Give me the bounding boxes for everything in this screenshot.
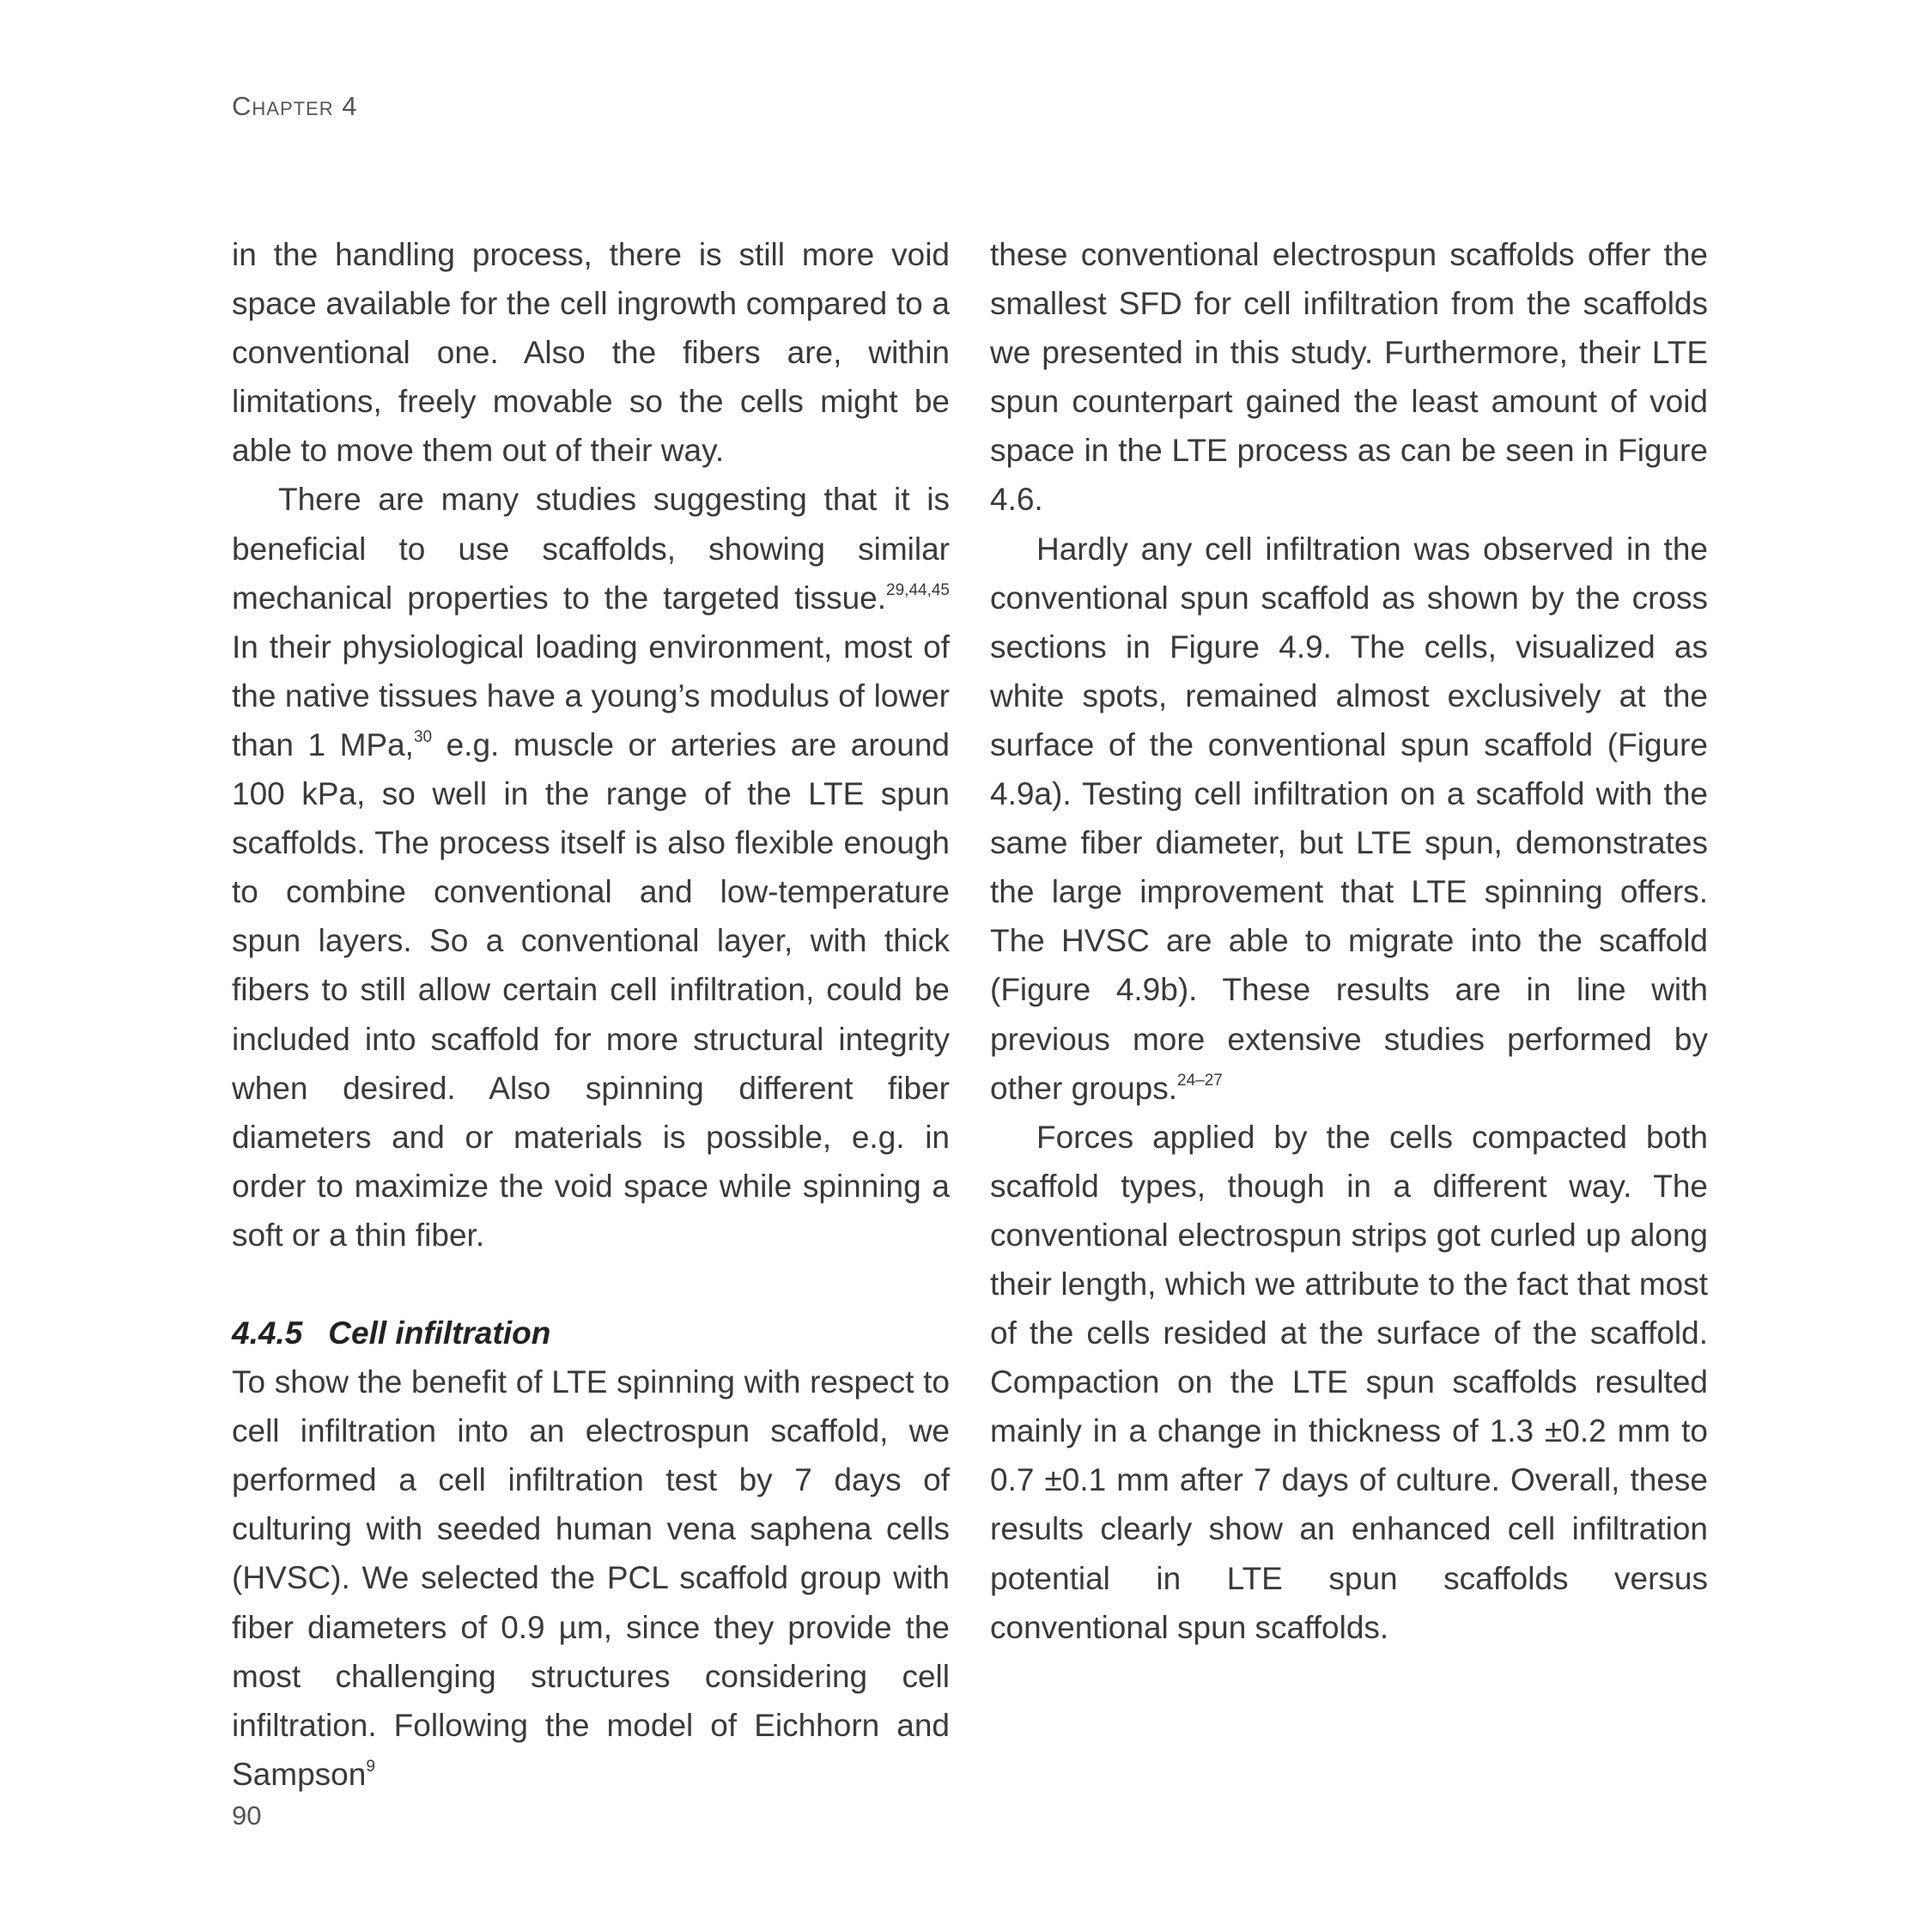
right-column	[990, 230, 1708, 1652]
section-number: 4.4.5	[232, 1315, 303, 1351]
citation-superscript: 24–27	[1177, 1071, 1223, 1090]
section-title: Cell infiltration	[328, 1315, 551, 1351]
running-head: Chapter 4	[232, 91, 358, 121]
paragraph: Forces applied by the cells compacted both scaffold types, though in a different way. The conventional electrospun strips got curled up along their length, which we attribute to the fact that most of the cells resided at the surface of the scaffold. Compaction on the LTE spun scaffolds resulted mainly in a change in thickness of 1.3 ±0.2 mm to 0.7 ±0.1 mm after 7 days of culture. Overall, these results clearly show an enhanced cell infiltration potential in LTE spun scaffolds versus conventional spun scaffolds.	[990, 1119, 1708, 1645]
left-column	[232, 230, 950, 1799]
paragraph-text: There are many studies suggesting that it is beneficial to use scaffolds, showing similar mechanical properties to the targeted tissue.	[232, 482, 950, 616]
section-heading	[232, 1309, 950, 1357]
paragraph	[232, 475, 950, 1260]
paragraph-text: e.g. muscle or arteries are around 100 kPa, so well in the range of the LTE spun scaffolds. The process itself is also flexible enough to combine conventional and low-temperature spun layers. So a conventional layer, with thick fibers to still allow certain cell infiltration, could be included into scaffold for more structural integrity when desired. Also spinning different fiber diameters and or materials is possible, e.g. in order to maximize the void space while spinning a soft or a thin fiber.	[232, 726, 950, 1253]
page-number: 90	[232, 1800, 262, 1831]
paragraph	[232, 1357, 950, 1799]
paragraph: in the handling process, there is still more void space available for the cell ingrowth compared to a conventional one. Also the fibers are, within limitations, freely movable so the cells might be able to move them out of their way.	[232, 237, 950, 469]
citation-superscript: 9	[366, 1757, 375, 1776]
paragraph: these conventional electrospun scaffolds offer the smallest SFD for cell infiltration from the scaffolds we presented in this study. Furthermore, their LTE spun counterpart gained the least amount of void space in the LTE process as can be seen in Figure 4.6.	[990, 237, 1708, 518]
citation-superscript: 30	[413, 727, 433, 746]
paragraph-text: In their physiological loading environment, most of the native tissues have a young’s modulus of lower than 1 MPa,	[232, 628, 950, 762]
citation-superscript: 29,44,45	[886, 580, 950, 599]
paragraph-text: To show the benefit of LTE spinning with respect to cell infiltration into an electrospun scaffold, we performed a cell infiltration test by 7 days of culturing with seeded human vena saphena cells (HVSC). We selected the PCL scaffold group with fiber diameters of 0.9 µm, since they provide the most challenging structures considering cell infiltration. Following the model of Eichhorn and Sampson	[232, 1364, 950, 1792]
paragraph-text: Hardly any cell infiltration was observed in the conventional spun scaffold as shown by the cross sections in Figure 4.9. The cells, visualized as white spots, remained almost exclusively at the surface of the conventional spun scaffold (Figure 4.9a). Testing cell infiltration on a scaffold with the same fiber diameter, but LTE spun, demonstrates the large improvement that LTE spinning offers. The HVSC are able to migrate into the scaffold (Figure 4.9b). These results are in line with previous more extensive studies performed by other groups.	[990, 531, 1708, 1106]
paragraph	[990, 525, 1708, 1113]
